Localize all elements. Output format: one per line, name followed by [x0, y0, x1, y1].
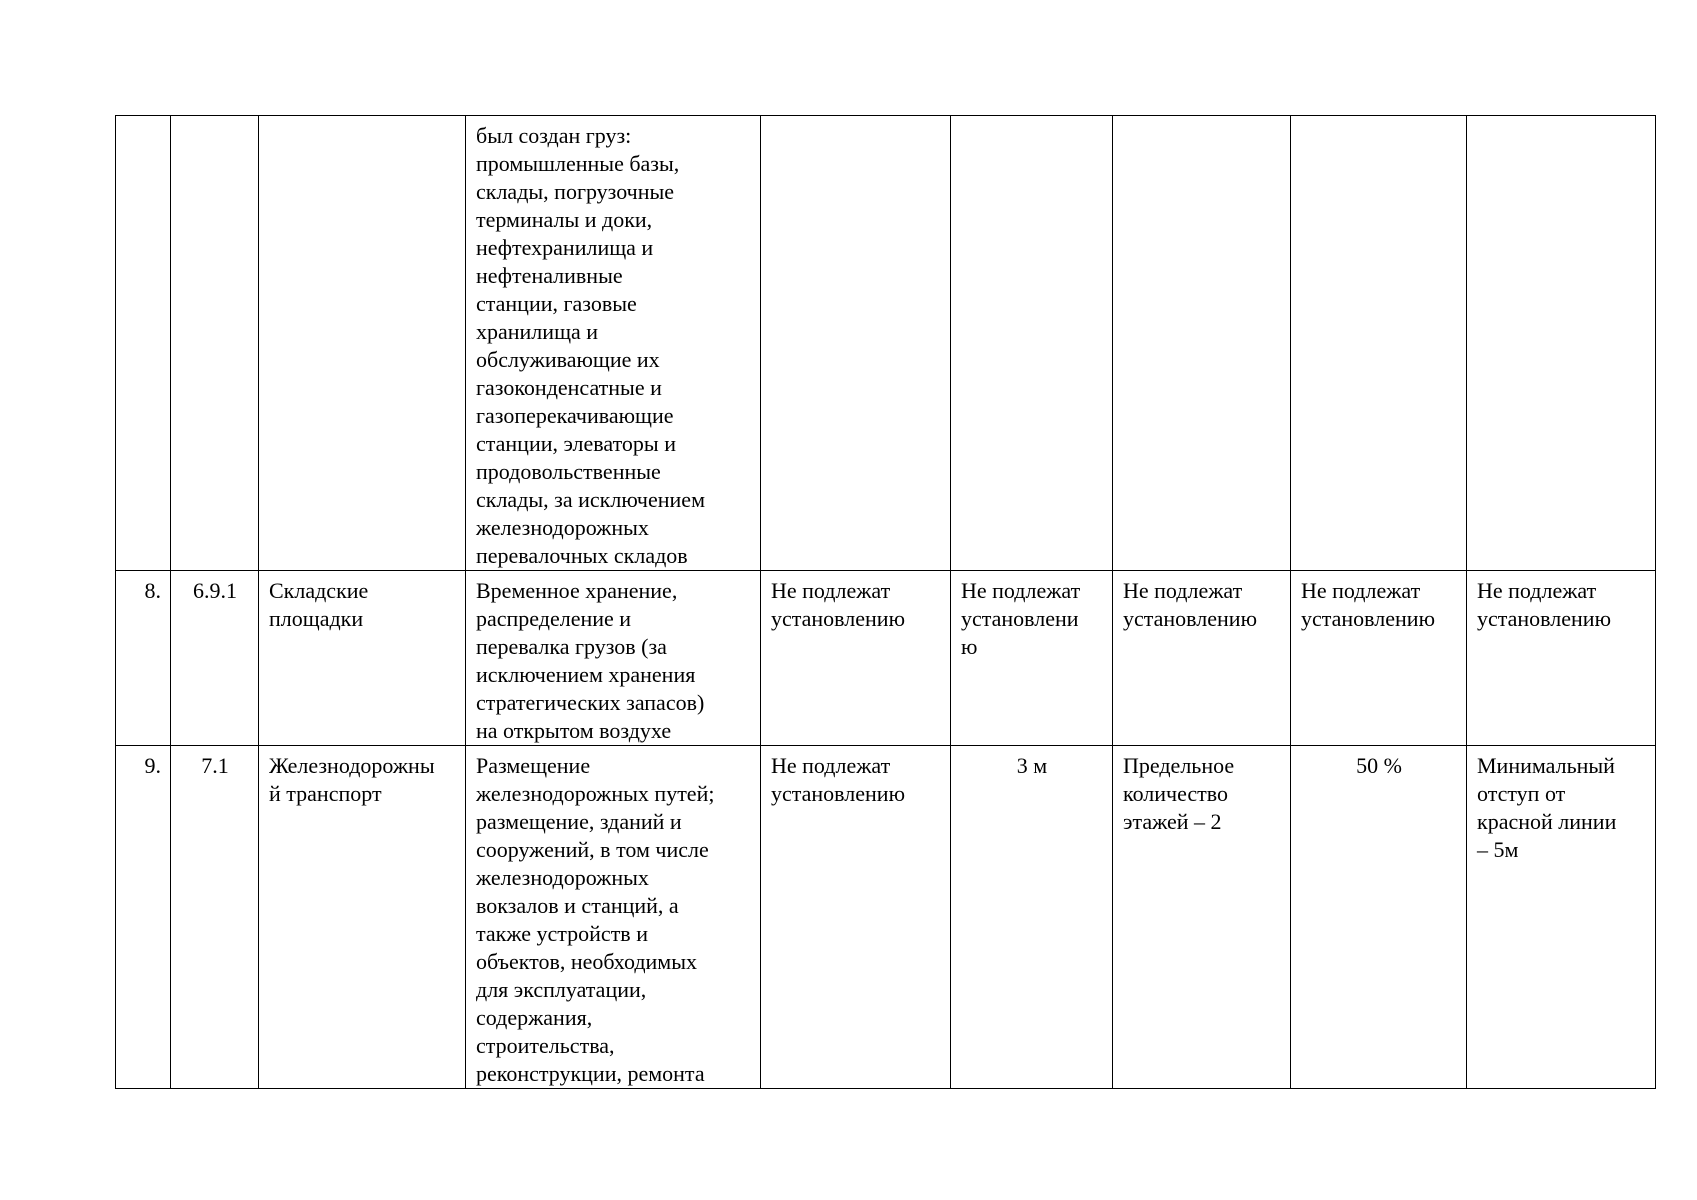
cell-row-number — [116, 116, 171, 571]
table-row — [116, 746, 1656, 1089]
cell-param-1 — [761, 116, 951, 571]
cell-param-4: 50 % — [1291, 746, 1467, 1089]
cell-description: Размещение железнодорожных путей; размещение, зданий и сооружений, в том числе железнодорожных вокзалов и станций, а также устройств и объектов, необходимых для эксплуатации, содержания, строительства, реконструкции, ремонта — [466, 746, 761, 1089]
cell-code — [171, 116, 259, 571]
cell-param-4 — [1291, 116, 1467, 571]
cell-param-2: 3 м — [951, 746, 1113, 1089]
land-use-table — [115, 115, 1656, 1089]
cell-param-5: Минимальный отступ от красной линии – 5м — [1467, 746, 1656, 1089]
table-row — [116, 571, 1656, 746]
cell-param-1: Не подлежат установлению — [761, 571, 951, 746]
cell-row-number: 9. — [116, 746, 171, 1089]
cell-param-4: Не подлежат установлению — [1291, 571, 1467, 746]
cell-description: Временное хранение, распределение и перевалка грузов (за исключением хранения стратегических запасов) на открытом воздухе — [466, 571, 761, 746]
cell-description: был создан груз: промышленные базы, склады, погрузочные терминалы и доки, нефтехранилища и нефтеналивные станции, газовые хранилища и обслуживающие их газоконденсатные и газоперекачивающие станции, элеваторы и продовольственные склады, за исключением железнодорожных перевалочных складов — [466, 116, 761, 571]
cell-name: Железнодорожны й транспорт — [259, 746, 466, 1089]
cell-name — [259, 116, 466, 571]
cell-param-5: Не подлежат установлению — [1467, 571, 1656, 746]
cell-param-3: Не подлежат установлению — [1113, 571, 1291, 746]
cell-param-5 — [1467, 116, 1656, 571]
cell-param-2: Не подлежат установлени ю — [951, 571, 1113, 746]
cell-param-3: Предельное количество этажей – 2 — [1113, 746, 1291, 1089]
table-row — [116, 116, 1656, 571]
cell-code: 7.1 — [171, 746, 259, 1089]
cell-code: 6.9.1 — [171, 571, 259, 746]
cell-row-number: 8. — [116, 571, 171, 746]
cell-name: Складские площадки — [259, 571, 466, 746]
cell-param-3 — [1113, 116, 1291, 571]
cell-param-1: Не подлежат установлению — [761, 746, 951, 1089]
cell-param-2 — [951, 116, 1113, 571]
